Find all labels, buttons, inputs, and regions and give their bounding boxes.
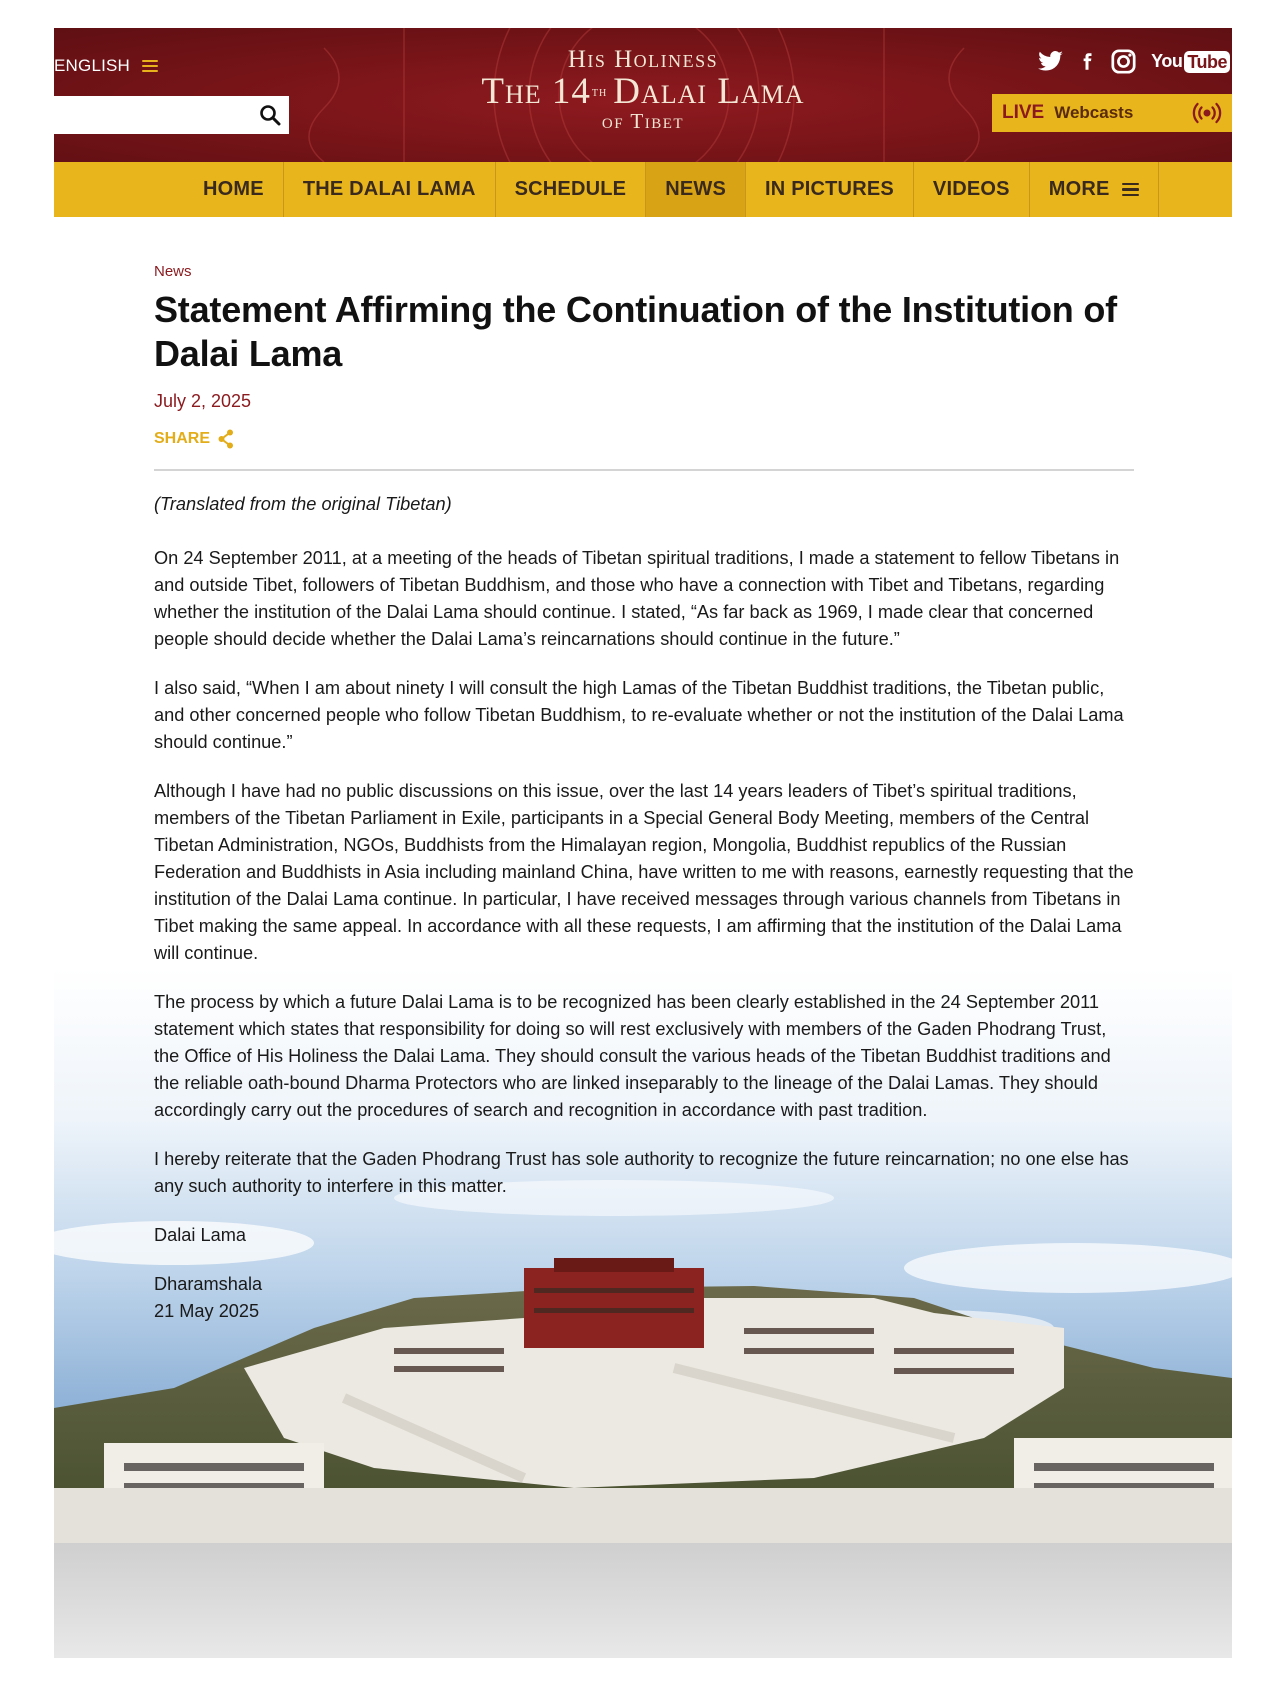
signature-date: 21 May 2025: [154, 1301, 260, 1321]
webcasts-label: Webcasts: [1054, 103, 1134, 122]
menu-icon: [142, 60, 158, 73]
nav-more-label: MORE: [1048, 178, 1110, 200]
page-frame: [54, 28, 1232, 1658]
signature-place: Dharamshala: [154, 1274, 263, 1294]
article-paragraph: The process by which a future Dalai Lama is to be recognized has been clearly established in the 24 September 2011 statement which states that responsibility for doing so will rest exclusively with members of the Gaden Phodrang Trust, the Office of His Holiness the Dalai Lama. They should consult the various heads of the Tibetan Buddhist traditions and the reliable oath-bound Dharma Protectors who are linked inseparably to the lineage of the Dalai Lamas. They should accordingly carry out the procedures of search and recognition in accordance with past tradition.: [154, 992, 1111, 1120]
article-paragraph: On 24 September 2011, at a meeting of the heads of Tibetan spiritual traditions, I made a statement to fellow Tibetans in and outside Tibet, followers of Tibetan Buddhism, and those who have a connection with Tibet and Tibetans, regarding whether the institution of the Dalai Lama should continue. I stated, “As far back as 1969, I made clear that concerned people should decide whether the Dalai Lama’s reincarnations should continue in the future.”: [154, 548, 1120, 649]
facebook-icon[interactable]: [1078, 48, 1096, 75]
article-paragraph: I also said, “When I am about ninety I will consult the high Lamas of the Tibetan Buddhist traditions, the Tibetan public, and other concerned people who follow Tibetan Buddhism, to re-evaluate whether or not the institution of the Dalai Lama should continue.”: [154, 678, 1124, 752]
site-title-line2: [443, 71, 843, 112]
nav-item-home[interactable]: HOME: [184, 162, 284, 217]
signature: Dalai Lama: [154, 1225, 246, 1245]
site-title[interactable]: [443, 46, 843, 132]
article-date: July 2, 2025: [154, 391, 252, 411]
divider: [154, 469, 1134, 471]
youtube-icon[interactable]: [1151, 51, 1230, 73]
main-nav: [54, 162, 1232, 217]
broadcast-icon: [1192, 102, 1222, 124]
article-paragraph: Although I have had no public discussions on this issue, over the last 14 years leaders of Tibet’s spiritual traditions, members of the Tibetan Parliament in Exile, participants in a Special General Body Meeting, members of the Central Tibetan Administration, NGOs, Buddhists from the Himalayan region, Mongolia, Buddhist republics of the Russian Federation and Buddhists in Asia including mainland China, have written to me with reasons, earnestly requesting that the institution of the Dalai Lama continue. In particular, I have received messages through various channels from Tibetans in Tibet making the same appeal. In accordance with all these requests, I am affirming that the institution of the Dalai Lama will continue.: [154, 781, 1134, 963]
search-input[interactable]: [54, 96, 289, 134]
social-links: [1037, 48, 1230, 75]
twitter-icon[interactable]: [1037, 48, 1064, 75]
nav-item-the-dalai-lama[interactable]: THE DALAI LAMA: [284, 162, 496, 217]
nav-item-more[interactable]: [1030, 162, 1159, 217]
place-and-date: [154, 1271, 1134, 1325]
instagram-icon[interactable]: [1110, 48, 1137, 75]
site-header: [54, 28, 1232, 162]
share-icon: [218, 429, 234, 449]
live-label: LIVE: [1002, 102, 1045, 123]
site-title-line1: His Holiness: [567, 46, 719, 73]
nav-item-news[interactable]: NEWS: [646, 162, 746, 217]
article-paragraph: I hereby reiterate that the Gaden Phodrang Trust has sole authority to recognize the future reincarnation; no one else has any such authority to interfere in this matter.: [154, 1149, 1129, 1196]
share-label: SHARE: [154, 430, 211, 447]
nav-item-schedule[interactable]: SCHEDULE: [496, 162, 647, 217]
article-title: Statement Affirming the Continuation of the Institution of Dalai Lama: [154, 289, 1117, 374]
site-title-line2-part1: The 14: [481, 71, 591, 112]
main-nav-items: [184, 162, 1159, 217]
site-title-line2-part2: Dalai Lama: [613, 71, 805, 112]
site-title-line3: of Tibet: [601, 109, 685, 133]
article: [154, 263, 1134, 1347]
search-icon[interactable]: [259, 104, 281, 126]
menu-icon: [1122, 183, 1139, 197]
share-button[interactable]: [154, 429, 1134, 449]
youtube-text: You: [1151, 51, 1183, 71]
site-title-superscript: th: [591, 85, 608, 100]
youtube-tube-text: Tube: [1184, 51, 1230, 73]
language-label: ENGLISH: [54, 56, 131, 75]
article-category[interactable]: News: [154, 263, 192, 280]
nav-item-videos[interactable]: VIDEOS: [914, 162, 1030, 217]
article-body: [154, 491, 1134, 1325]
translation-note: (Translated from the original Tibetan): [154, 494, 452, 514]
live-webcasts-button[interactable]: [992, 94, 1232, 132]
language-selector[interactable]: [54, 56, 158, 76]
nav-item-in-pictures[interactable]: IN PICTURES: [746, 162, 914, 217]
